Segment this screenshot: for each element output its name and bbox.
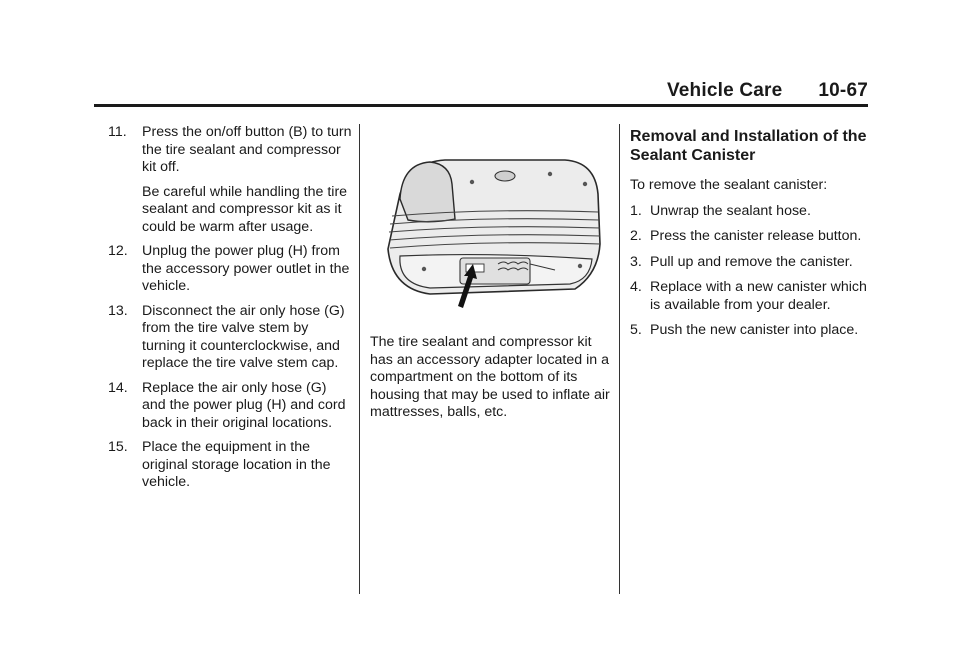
column-divider xyxy=(359,124,360,594)
step-text: Replace the air only hose (G) and the power plug (H) and cord back in their original locations. xyxy=(142,379,346,431)
step-number: 4. xyxy=(630,279,642,295)
list-item xyxy=(108,243,353,296)
step-text: Press the on/off button (B) to turn the tire sealant and compressor kit off. xyxy=(142,124,352,175)
step-number: 15. xyxy=(108,439,128,455)
list-item xyxy=(630,203,870,221)
step-number: 14. xyxy=(108,379,128,396)
step-text: Unplug the power plug (H) from the accessory power outlet in the vehicle. xyxy=(142,243,350,294)
step-number: 13. xyxy=(108,302,128,319)
page-number: 10-67 xyxy=(818,80,868,101)
step-number: 2. xyxy=(630,228,642,244)
illustration-caption: The tire sealant and compressor kit has an accessory adapter located in a compartment on the bottom of its housing that may be used to inflate air mattresses, balls, etc. xyxy=(370,334,610,420)
step-text: Unwrap the sealant hose. xyxy=(650,202,811,219)
list-item xyxy=(630,322,870,340)
step-number: 5. xyxy=(630,322,642,338)
compressor-kit-illustration xyxy=(370,124,610,314)
step-text: Replace with a new canister which is available from your dealer. xyxy=(650,279,867,313)
step-number: 1. xyxy=(630,202,642,219)
step-number: 12. xyxy=(108,243,128,259)
step-text: Press the canister release button. xyxy=(650,228,862,244)
list-item xyxy=(630,279,870,314)
list-item xyxy=(108,380,353,433)
list-item xyxy=(108,439,353,492)
step-text: Push the new canister into place. xyxy=(650,322,859,338)
page-header xyxy=(94,80,868,106)
step-text: Disconnect the air only hose (G) from the tire valve stem by turning it counterclockwise, and replace the tire valve stem cap. xyxy=(142,302,345,371)
column-1 xyxy=(108,124,353,499)
step-text: Pull up and remove the canister. xyxy=(650,253,853,270)
list-item xyxy=(108,124,353,177)
column-2 xyxy=(370,124,610,422)
step-number: 11. xyxy=(108,124,127,140)
step-number: 3. xyxy=(630,253,642,270)
column-3 xyxy=(630,124,870,348)
header-rule xyxy=(94,104,868,107)
section-title: Vehicle Care xyxy=(666,80,783,101)
column-divider xyxy=(619,124,620,594)
intro-text: To remove the sealant canister: xyxy=(630,177,828,193)
list-item xyxy=(108,303,353,373)
step-text: Place the equipment in the original storage location in the vehicle. xyxy=(142,439,331,490)
list-item xyxy=(630,254,870,272)
step-note: Be careful while handling the tire sealant and compressor kit as it could be warm after usage. xyxy=(142,183,348,235)
section-heading: Removal and Installation of the Sealant Canister xyxy=(630,128,867,164)
header-text xyxy=(667,80,868,102)
list-item xyxy=(630,228,870,246)
